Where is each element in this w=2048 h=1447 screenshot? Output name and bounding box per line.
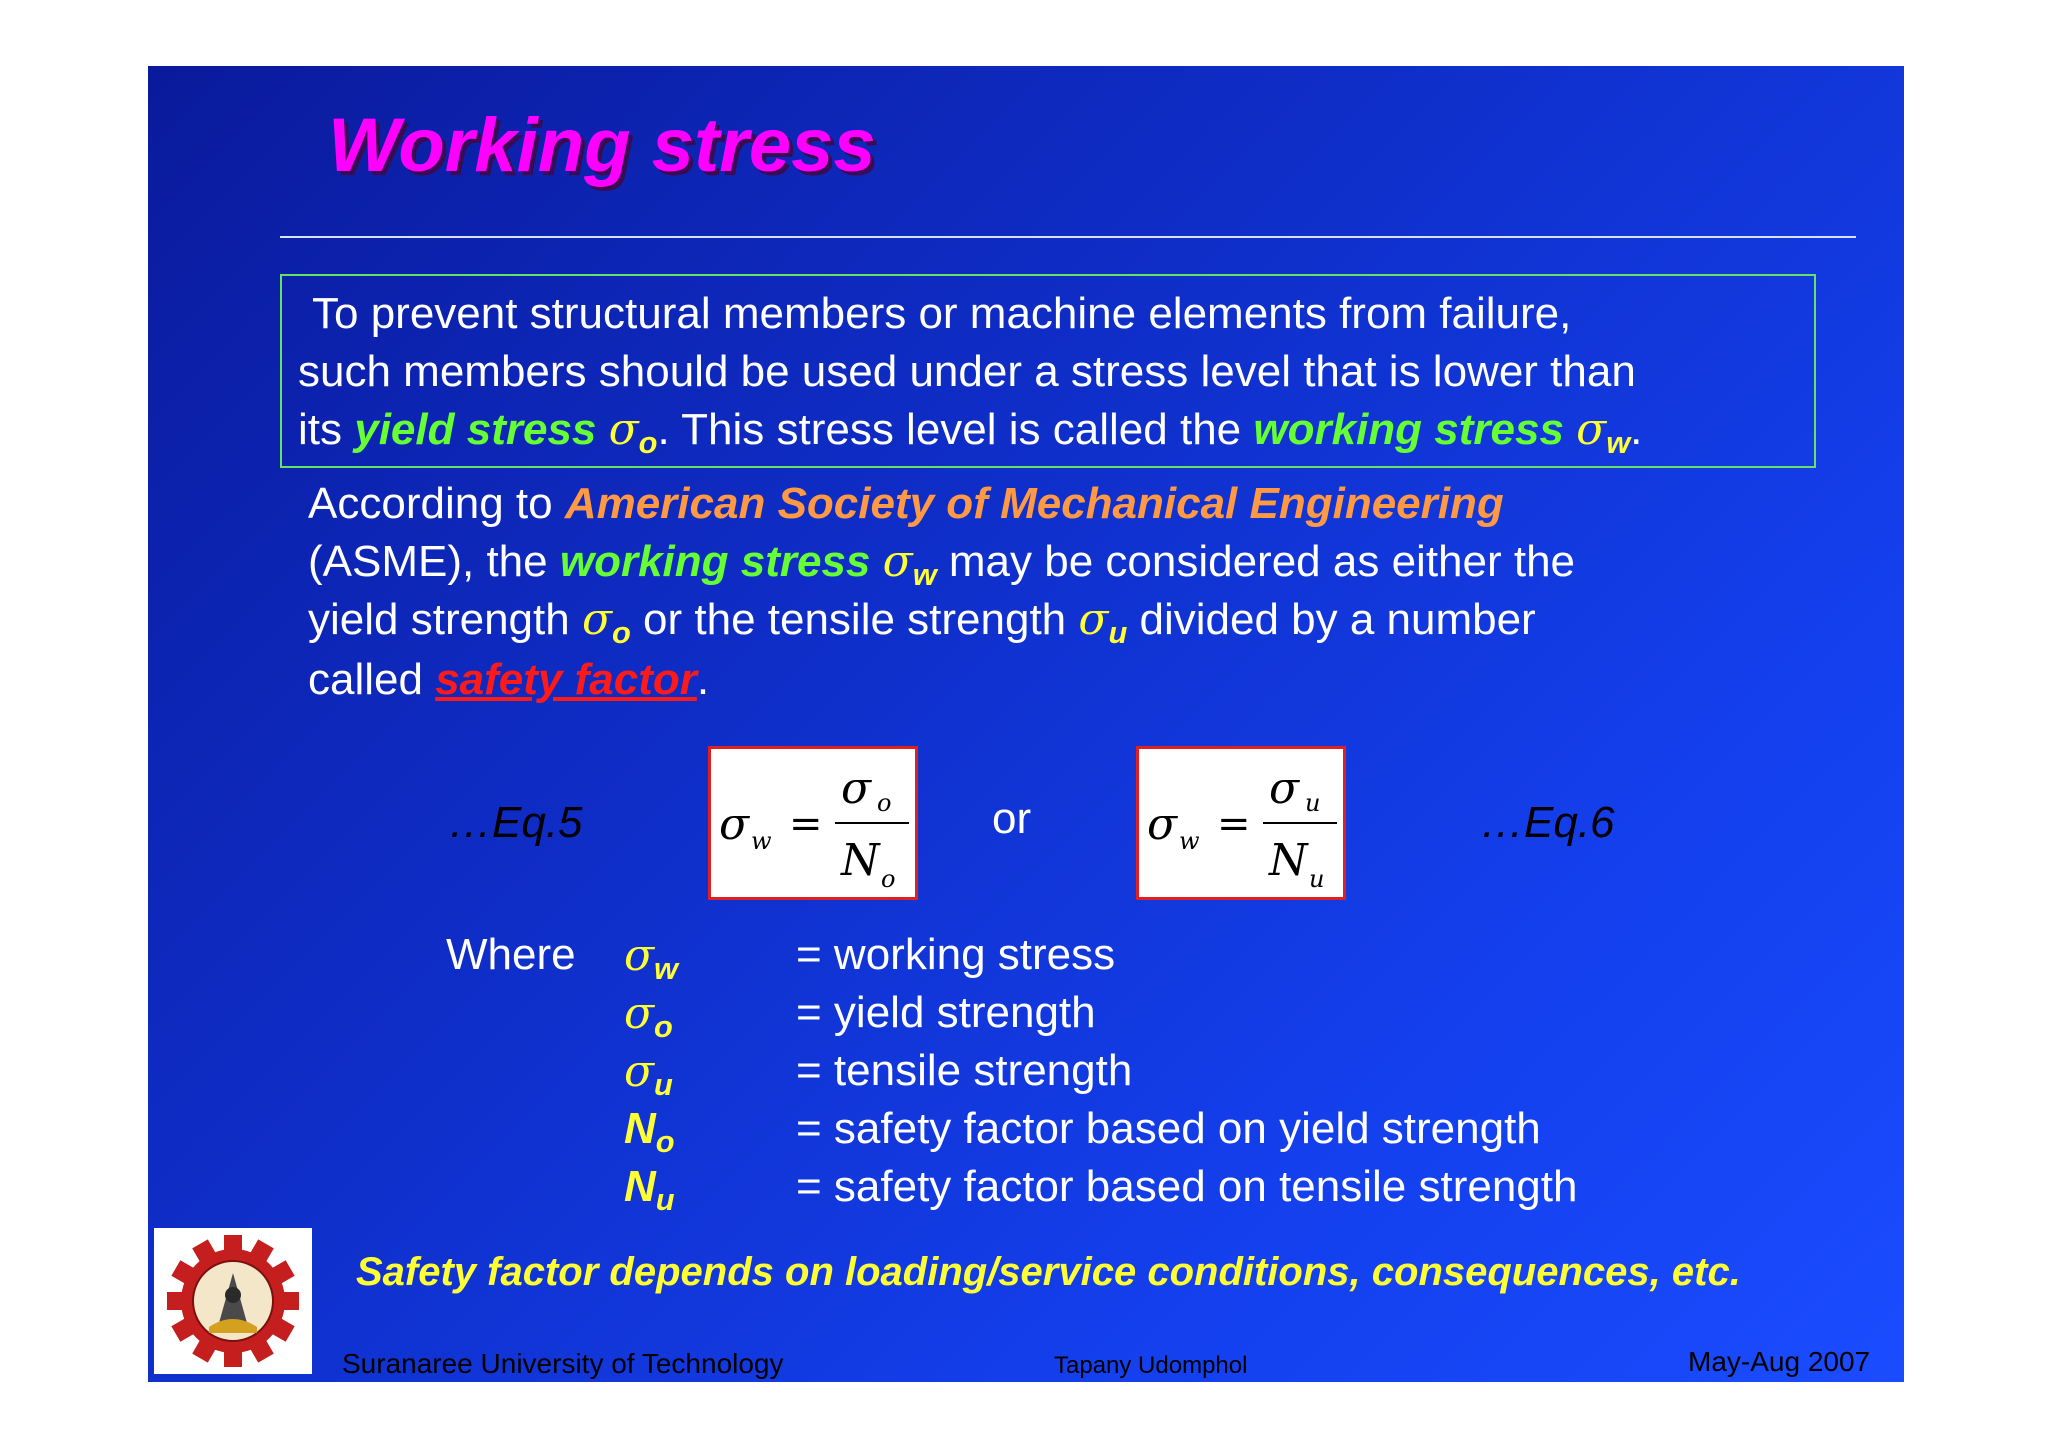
def-text-working-stress: = working stress (796, 930, 1116, 979)
eq6-sub-u: u (1305, 789, 1321, 817)
term-asme: American Society of Mechanical Engineering (564, 479, 1504, 528)
term-working-stress: working stress (1253, 405, 1564, 454)
def-symbol-sigma-u: $\sigma_u$ (624, 1046, 673, 1103)
def-text-tensile-strength: = tensile strength (796, 1046, 1133, 1095)
def-text-safety-factor-yield: = safety factor based on yield strength (796, 1104, 1541, 1153)
intro-line-2: such members should be used under a stress level that is lower than (298, 347, 1636, 396)
asme-line-4: called safety factor. (308, 655, 710, 704)
asme-line-3: yield strength $\sigma_o$ or the tensile strength $\sigma_u$ divided by a number (308, 594, 1536, 651)
eq5-sub-o: o (877, 789, 892, 817)
eq5-sub-w: w (751, 827, 772, 855)
eq5-equals: = (789, 801, 823, 847)
eq6-sub-w: w (1179, 827, 1200, 855)
footer-date: May-Aug 2007 (1688, 1346, 1871, 1377)
footer-university: Suranaree University of Technology (342, 1348, 784, 1379)
def-symbol-sigma-o: $\sigma_o$ (624, 988, 673, 1045)
eq5-sub-No: o (881, 865, 896, 893)
where-label: Where (446, 930, 576, 979)
eq5-label: …Eq.5 (448, 798, 583, 847)
def-text-yield-strength: = yield strength (796, 988, 1096, 1037)
asme-line-1: According to American Society of Mechanical Engineering (308, 479, 1504, 528)
intro-line-3: its yield stress $\sigma_o$. This stress level is called the working stress $\sigma_w$. (298, 404, 1643, 461)
term-working-stress-2: working stress (559, 537, 871, 586)
term-yield-stress: yield stress (354, 405, 597, 454)
def-symbol-sigma-w: $\sigma_w$ (624, 930, 679, 987)
equation-5 (708, 746, 918, 900)
or-label: or (992, 794, 1032, 843)
university-logo (154, 1228, 312, 1374)
def-symbol-Nu: $N_u$ (624, 1162, 675, 1218)
eq6-label: …Eq.6 (1480, 798, 1615, 847)
slide (148, 66, 1904, 1382)
eq6-N: N (1269, 835, 1308, 886)
eq6-sigma-w: σ (1147, 799, 1178, 850)
term-safety-factor: safety factor (435, 655, 697, 704)
safety-factor-note: Safety factor depends on loading/service conditions, consequences, etc. (356, 1250, 1741, 1294)
eq5-sigma-o: σ (841, 763, 872, 814)
eq6-sigma-u: σ (1269, 763, 1300, 814)
gear-emblem-icon (154, 1228, 312, 1374)
slide-title: Working stress (328, 103, 876, 188)
asme-line-2: (ASME), the working stress $\sigma_w$ may be considered as either the (308, 536, 1576, 593)
eq6-equals: = (1217, 801, 1251, 847)
equation-6 (1136, 746, 1346, 900)
eq5-sigma-w: σ (719, 799, 750, 850)
title-divider (280, 236, 1856, 238)
eq6-sub-Nu: u (1309, 865, 1325, 893)
footer-author: Tapany Udomphol (1054, 1352, 1248, 1379)
eq5-N: N (841, 835, 880, 886)
def-symbol-No: $N_o$ (624, 1104, 675, 1160)
intro-line-1: To prevent structural members or machine elements from failure, (312, 289, 1572, 338)
def-text-safety-factor-tensile: = safety factor based on tensile strength (796, 1162, 1578, 1211)
